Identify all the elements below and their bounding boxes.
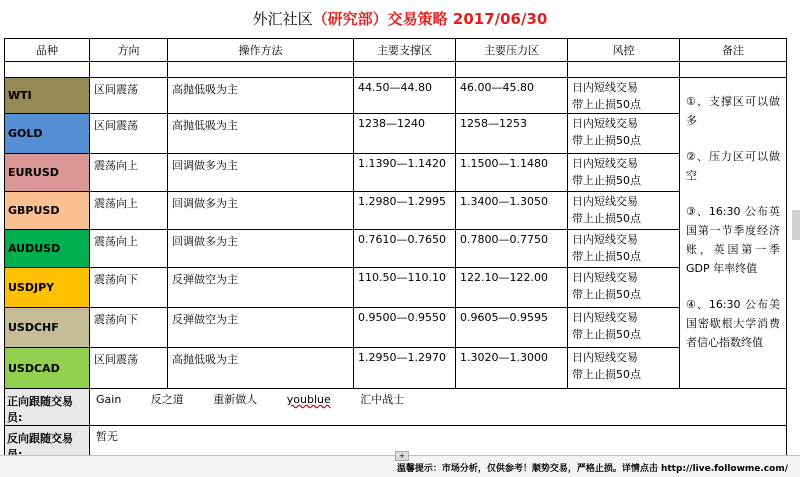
symbol-cell: USDJPY [5, 268, 90, 308]
method-cell: 高抛低吸为主 [168, 78, 354, 114]
header-risk: 风控 [568, 39, 680, 62]
risk-cell [568, 308, 680, 348]
resistance-cell: 122.10—122.00 [456, 268, 568, 308]
header-notes: 备注 [680, 39, 787, 62]
risk-line-1: 日内短线交易 [572, 311, 638, 324]
support-cell: 1.2950—1.2970 [354, 348, 456, 389]
table-row [5, 78, 787, 114]
header-resistance: 主要压力区 [456, 39, 568, 62]
symbol-cell: AUDUSD [5, 230, 90, 268]
resistance-cell: 46.00—45.80 [456, 78, 568, 114]
title-main: （研究部）交易策略 2017/06/30 [312, 10, 548, 28]
note-item: ②、压力区可以做空 [686, 150, 780, 182]
support-cell: 0.9500—0.9550 [354, 308, 456, 348]
note-item: ①、支撑区可以做多 [686, 95, 780, 127]
forward-followers-label: 正向跟随交易员: [5, 389, 90, 426]
header-direction: 方向 [90, 39, 168, 62]
direction-cell: 震荡向上 [90, 154, 168, 192]
direction-cell: 震荡向下 [90, 308, 168, 348]
method-cell: 回调做多为主 [168, 154, 354, 192]
follower-name[interactable]: 重新做人 [213, 393, 258, 406]
header-support: 主要支撑区 [354, 39, 456, 62]
risk-line-2: 带上止损50点 [572, 250, 641, 263]
risk-line-2: 带上止损50点 [572, 288, 641, 301]
follower-name[interactable]: 反之道 [150, 393, 184, 406]
direction-cell: 区间震荡 [90, 78, 168, 114]
forward-followers-list [90, 389, 787, 426]
method-cell: 反弹做空为主 [168, 308, 354, 348]
table-row [5, 268, 787, 308]
footer-tip: 温馨提示：市场分析，仅供参考！顺势交易，严格止损。详情点击 http://live.followme.com/ [396, 464, 788, 474]
table-row [5, 308, 787, 348]
scrollbar-thumb[interactable] [792, 210, 800, 240]
risk-cell [568, 348, 680, 389]
risk-line-1: 日内短线交易 [572, 81, 638, 94]
risk-cell [568, 192, 680, 230]
notes-cell [680, 78, 787, 389]
symbol-cell: WTI [5, 78, 90, 114]
page-title [0, 0, 800, 38]
table-row [5, 154, 787, 192]
risk-line-1: 日内短线交易 [572, 157, 638, 170]
resistance-cell: 0.9605—0.9595 [456, 308, 568, 348]
reverse-followers-value: 暂无 [90, 426, 787, 463]
symbol-cell: GOLD [5, 114, 90, 154]
risk-line-1: 日内短线交易 [572, 351, 638, 364]
status-bar [0, 452, 800, 477]
method-cell: 反弹做空为主 [168, 268, 354, 308]
symbol-cell: GBPUSD [5, 192, 90, 230]
resistance-cell: 1258—1253 [456, 114, 568, 154]
risk-cell [568, 114, 680, 154]
method-cell: 回调做多为主 [168, 230, 354, 268]
follower-name[interactable]: 汇中战士 [360, 393, 405, 406]
header-gap-row [5, 62, 787, 78]
method-cell: 高抛低吸为主 [168, 114, 354, 154]
direction-cell: 震荡向上 [90, 230, 168, 268]
title-prefix: 外汇社区 [252, 10, 313, 28]
note-item: ④、16:30 公布美国密歇根大学消费者信心指数终值 [686, 298, 780, 349]
header-method: 操作方法 [168, 39, 354, 62]
symbol-cell: EURUSD [5, 154, 90, 192]
method-cell: 高抛低吸为主 [168, 348, 354, 389]
resistance-cell: 1.3020—1.3000 [456, 348, 568, 389]
table-row [5, 114, 787, 154]
table-row [5, 348, 787, 389]
direction-cell: 震荡向下 [90, 268, 168, 308]
support-cell: 1.2980—1.2995 [354, 192, 456, 230]
risk-line-1: 日内短线交易 [572, 233, 638, 246]
reverse-followers-label: 反向跟随交易 [5, 426, 90, 463]
strategy-table [4, 38, 787, 463]
method-cell: 回调做多为主 [168, 192, 354, 230]
risk-line-1: 日内短线交易 [572, 195, 638, 208]
risk-line-2: 带上止损50点 [572, 174, 641, 187]
risk-line-2: 带上止损50点 [572, 212, 641, 225]
support-cell: 44.50—44.80 [354, 78, 456, 114]
risk-line-1: 日内短线交易 [572, 117, 638, 130]
symbol-cell: USDCHF [5, 308, 90, 348]
risk-cell [568, 78, 680, 114]
symbol-cell: USDCAD [5, 348, 90, 389]
resize-handle-icon[interactable]: + [395, 451, 409, 461]
direction-cell: 区间震荡 [90, 114, 168, 154]
risk-line-1: 日内短线交易 [572, 271, 638, 284]
support-cell: 0.7610—0.7650 [354, 230, 456, 268]
risk-line-2: 带上止损50点 [572, 134, 641, 147]
risk-cell [568, 230, 680, 268]
table-row [5, 230, 787, 268]
header-symbol: 品种 [5, 39, 90, 62]
risk-line-2: 带上止损50点 [572, 328, 641, 341]
resistance-cell: 0.7800—0.7750 [456, 230, 568, 268]
direction-cell: 区间震荡 [90, 348, 168, 389]
resistance-cell: 1.1500—1.1480 [456, 154, 568, 192]
risk-line-2: 带上止损50点 [572, 368, 641, 381]
header-row [5, 39, 787, 62]
follower-name[interactable]: Gain [96, 393, 122, 406]
support-cell: 1238—1240 [354, 114, 456, 154]
support-cell: 110.50—110.10 [354, 268, 456, 308]
risk-cell [568, 154, 680, 192]
risk-cell [568, 268, 680, 308]
risk-line-2: 带上止损50点 [572, 98, 641, 111]
support-cell: 1.1390—1.1420 [354, 154, 456, 192]
resistance-cell: 1.3400—1.3050 [456, 192, 568, 230]
follower-name[interactable]: youblue [286, 393, 331, 406]
note-item: ③、16:30 公布英国第一节季度经济账，英国第一季 GDP 年率终值 [686, 205, 780, 275]
direction-cell: 震荡向上 [90, 192, 168, 230]
table-row [5, 192, 787, 230]
forward-followers-row [5, 389, 787, 426]
